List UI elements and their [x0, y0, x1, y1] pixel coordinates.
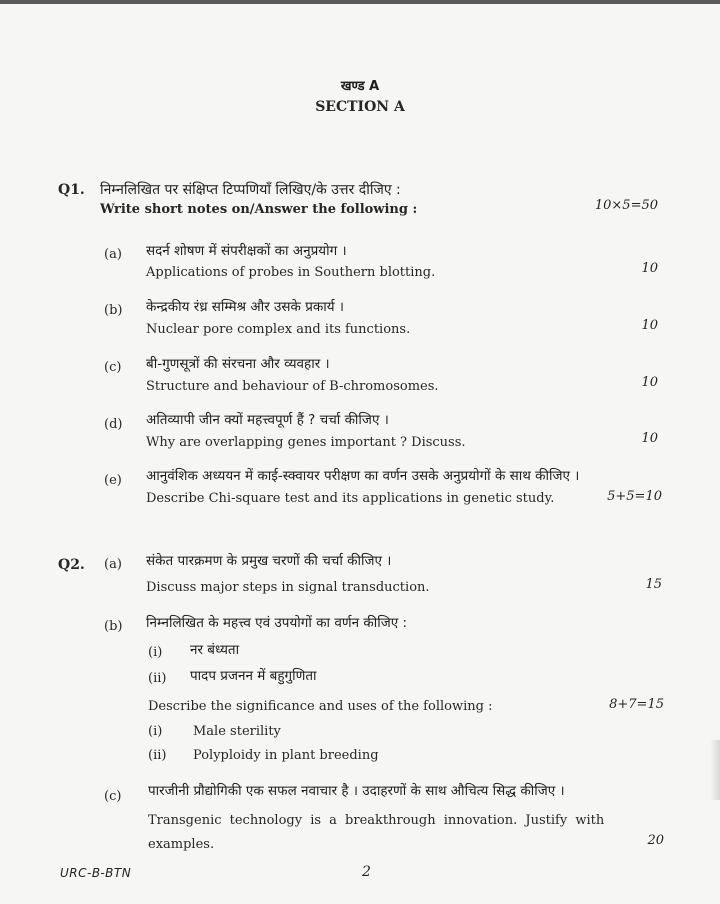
section-heading: SECTION A	[315, 99, 405, 115]
q2-b-hindi-item-2-label: (ii)	[148, 671, 167, 686]
q2-b-hindi-item-1: नर बंध्यता	[190, 642, 240, 658]
q1-number: Q1.	[58, 182, 85, 198]
q2-b-hindi-item-1-label: (i)	[148, 645, 163, 660]
q1-b-text: Nuclear pore complex and its functions.	[146, 322, 411, 337]
q1-c-hindi: बी-गुणसूत्रों की संरचना और व्यवहार ।	[146, 356, 330, 372]
q2-c-label: (c)	[104, 789, 122, 804]
section-heading-hindi: खण्ड A	[340, 79, 380, 94]
q1-e-marks: 5+5=10	[607, 489, 662, 504]
q2-number: Q2.	[58, 557, 85, 573]
q1-e-label: (e)	[104, 473, 122, 488]
q1-a-marks: 10	[641, 261, 658, 276]
q1-c-text: Structure and behaviour of B-chromosomes.	[146, 379, 439, 394]
q1-b-label: (b)	[104, 303, 123, 318]
q1-a-hindi: सदर्न शोषण में संपरीक्षकों का अनुप्रयोग ।	[146, 243, 347, 259]
q1-instruction: Write short notes on/Answer the following :	[100, 202, 418, 217]
q2-b-text: Describe the significance and uses of the following :	[148, 699, 493, 714]
q2-b-hindi-item-2: पादप प्रजनन में बहुगुणिता	[190, 668, 317, 684]
q1-c-marks: 10	[641, 375, 658, 390]
q1-d-text: Why are overlapping genes important ? Discuss.	[146, 435, 466, 450]
q1-d-label: (d)	[104, 417, 123, 432]
page-number: 2	[362, 864, 371, 880]
q2-c-marks: 20	[647, 833, 664, 848]
q2-c-text-line-2: examples.	[148, 837, 215, 852]
q1-instruction-hindi: निम्नलिखित पर संक्षिप्त टिप्पणियाँ लिखिए/के उत्तर दीजिए :	[100, 182, 401, 198]
q2-b-item-2-label: (ii)	[148, 748, 167, 763]
paper-code: URC-B-BTN	[60, 866, 132, 880]
q1-b-marks: 10	[641, 318, 658, 333]
q1-total-marks: 10×5=50	[594, 198, 658, 213]
q2-c-hindi: पारजीनी प्रौद्योगिकी एक सफल नवाचार है । उदाहरणों के साथ औचित्य सिद्ध कीजिए ।	[148, 783, 565, 799]
q1-e-text: Describe Chi-square test and its applications in genetic study.	[146, 491, 555, 506]
q2-b-item-1-label: (i)	[148, 724, 163, 739]
q1-e-hindi: आनुवंशिक अध्ययन में काई-स्क्वायर परीक्षण का वर्णन उसके अनुप्रयोगों के साथ कीजिए ।	[146, 468, 580, 484]
scan-edge-shadow	[710, 740, 720, 800]
q2-a-label: (a)	[104, 557, 122, 572]
q2-a-text: Discuss major steps in signal transduction.	[146, 580, 430, 595]
q2-c-text-line-1: Transgenic technology is a breakthrough innovation. Justify with	[148, 813, 605, 828]
q2-b-label: (b)	[104, 619, 123, 634]
q2-a-hindi: संकेत पारक्रमण के प्रमुख चरणों की चर्चा कीजिए ।	[146, 553, 392, 569]
q2-b-item-2: Polyploidy in plant breeding	[193, 748, 379, 763]
q2-a-marks: 15	[645, 577, 662, 592]
q1-d-marks: 10	[641, 431, 658, 446]
q1-d-hindi: अतिव्यापी जीन क्यों महत्त्वपूर्ण हैं ? चर्चा कीजिए ।	[146, 412, 389, 428]
q1-a-text: Applications of probes in Southern blotting.	[146, 265, 436, 280]
q1-b-hindi: केन्द्रकीय रंध्र सम्मिश्र और उसके प्रकार्य ।	[146, 299, 344, 315]
q1-c-label: (c)	[104, 360, 122, 375]
q1-a-label: (a)	[104, 247, 122, 262]
q2-b-item-1: Male sterility	[193, 724, 281, 739]
q2-b-hindi: निम्नलिखित के महत्त्व एवं उपयोगों का वर्णन कीजिए :	[146, 615, 408, 631]
q2-b-marks: 8+7=15	[609, 697, 664, 712]
top-border	[0, 0, 720, 4]
